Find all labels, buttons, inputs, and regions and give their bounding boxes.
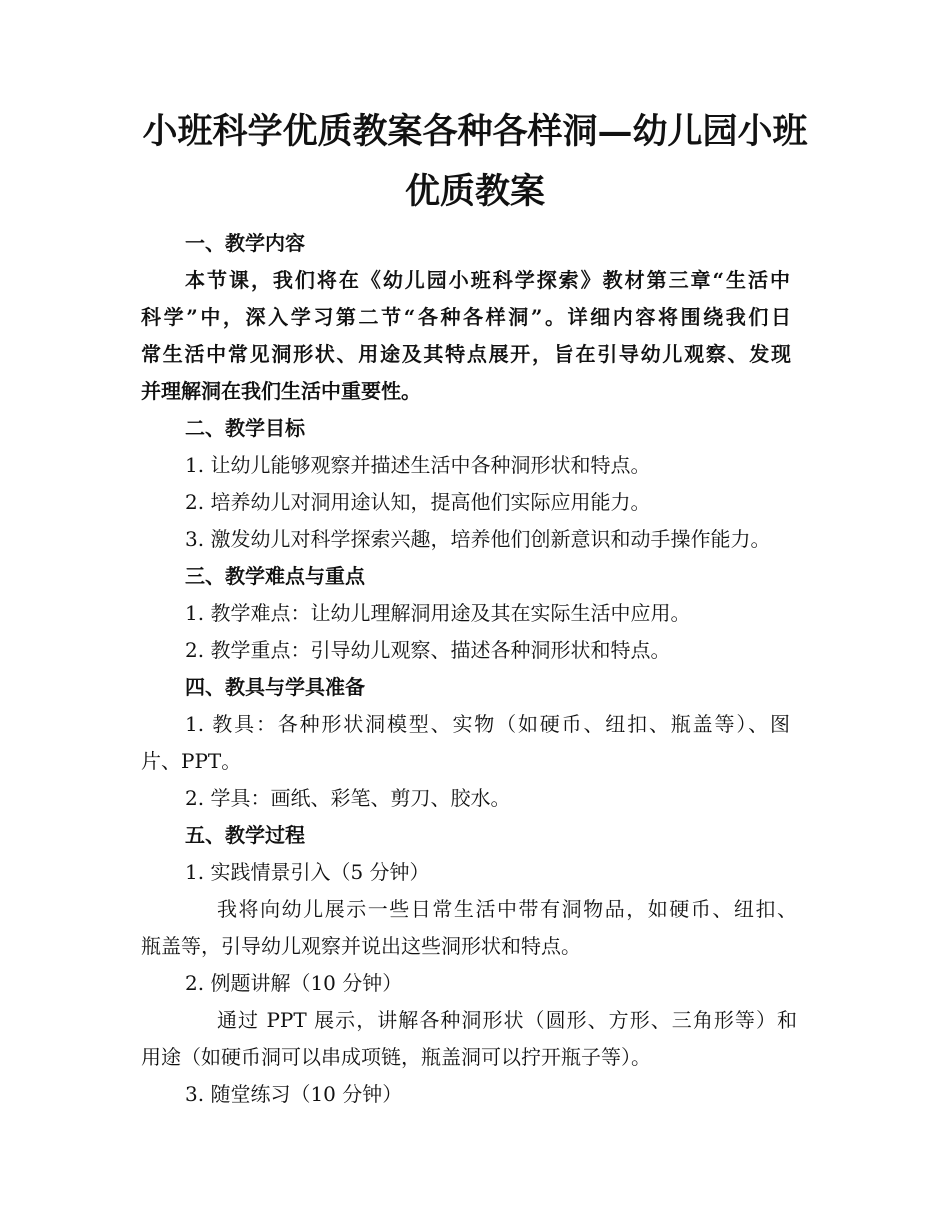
section-heading-materials: 四、教具与学具准备 xyxy=(185,675,365,699)
list-item-continuation: 片、PPT。 xyxy=(141,749,242,773)
list-item: 2. 教学重点：引导幼儿观察、描述各种洞形状和特点。 xyxy=(185,638,671,662)
step-label: 3. 随堂练习（10 分钟） xyxy=(185,1082,403,1106)
document-title-line-1: 小班科学优质教案各种各样洞—幼儿园小班 xyxy=(142,111,808,152)
section-heading-teaching-process: 五、教学过程 xyxy=(185,823,305,847)
step-description-line: 用途（如硬币洞可以串成项链，瓶盖洞可以拧开瓶子等）。 xyxy=(141,1045,651,1069)
section-heading-teaching-content: 一、教学内容 xyxy=(185,231,305,255)
step-description-line: 通过 PPT 展示，讲解各种洞形状（圆形、方形、三角形等）和 xyxy=(217,1008,797,1032)
section-heading-teaching-goals: 二、教学目标 xyxy=(185,416,305,440)
list-item: 1. 让幼儿能够观察并描述生活中各种洞形状和特点。 xyxy=(185,453,651,477)
step-description-line: 瓶盖等，引导幼儿观察并说出这些洞形状和特点。 xyxy=(141,934,581,958)
list-item: 2. 培养幼儿对洞用途认知，提高他们实际应用能力。 xyxy=(185,490,651,514)
paragraph-line: 科学”中，深入学习第二节“各种各样洞”。详细内容将围绕我们日 xyxy=(141,305,791,329)
step-label: 2. 例题讲解（10 分钟） xyxy=(185,971,403,995)
step-label: 1. 实践情景引入（5 分钟） xyxy=(185,860,430,884)
step-description-line: 我将向幼儿展示一些日常生活中带有洞物品，如硬币、纽扣、 xyxy=(217,897,797,921)
document-title-line-2: 优质教案 xyxy=(404,171,545,212)
list-item: 3. 激发幼儿对科学探索兴趣，培养他们创新意识和动手操作能力。 xyxy=(185,527,771,551)
list-item: 1. 教学难点：让幼儿理解洞用途及其在实际生活中应用。 xyxy=(185,601,691,625)
paragraph-line: 并理解洞在我们生活中重要性。 xyxy=(141,379,421,403)
section-heading-difficulties-and-focus: 三、教学难点与重点 xyxy=(185,564,365,588)
list-item: 1. 教具：各种形状洞模型、实物（如硬币、纽扣、瓶盖等）、图 xyxy=(185,712,790,736)
paragraph-line: 常生活中常见洞形状、用途及其特点展开，旨在引导幼儿观察、发现 xyxy=(141,342,791,366)
list-item: 2. 学具：画纸、彩笔、剪刀、胶水。 xyxy=(185,786,511,810)
paragraph-line: 本节课，我们将在《幼儿园小班科学探索》教材第三章“生活中 xyxy=(185,268,790,292)
